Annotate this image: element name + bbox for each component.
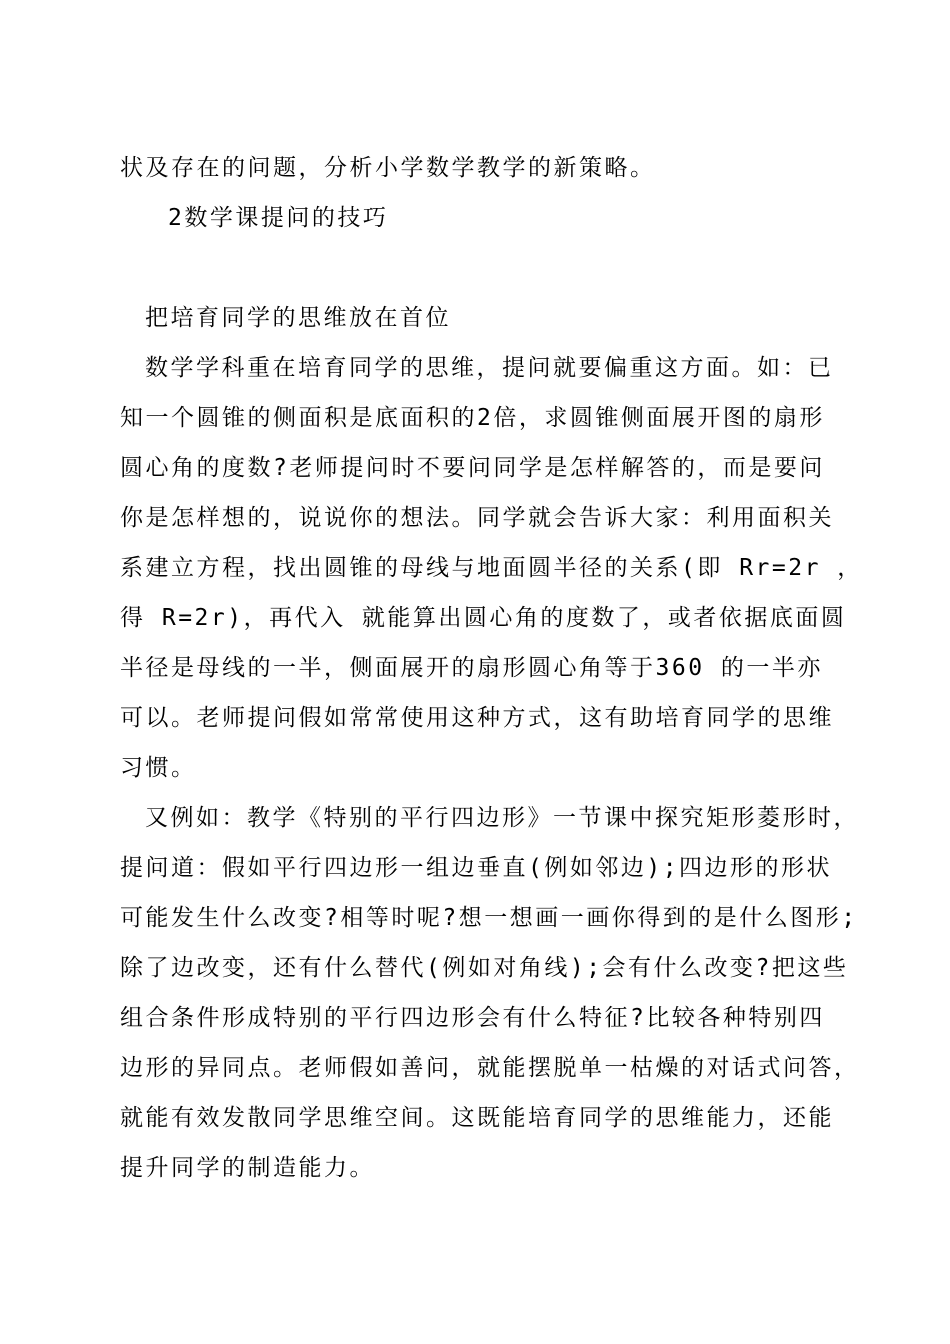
- paragraph-line: 边形的异同点。老师假如善问，就能摆脱单一枯燥的对话式问答，: [120, 1055, 860, 1081]
- subheading: 把培育同学的思维放在首位: [145, 305, 451, 331]
- paragraph-line: 又例如：教学《特别的平行四边形》一节课中探究矩形菱形时，: [145, 805, 859, 831]
- paragraph-line: 知一个圆锥的侧面积是底面积的2倍，求圆锥侧面展开图的扇形: [120, 405, 825, 431]
- paragraph-line: 习惯。: [120, 755, 197, 781]
- paragraph-line: 数学学科重在培育同学的思维，提问就要偏重这方面。如：已: [145, 355, 834, 381]
- paragraph-line: 组合条件形成特别的平行四边形会有什么特征?比较各种特别四: [120, 1005, 825, 1031]
- paragraph-line: 圆心角的度数?老师提问时不要问同学是怎样解答的，而是要问: [120, 455, 825, 481]
- paragraph-line: 你是怎样想的，说说你的想法。同学就会告诉大家：利用面积关: [120, 505, 834, 531]
- section-heading: 2数学课提问的技巧: [168, 205, 389, 231]
- paragraph-line: 半径是母线的一半，侧面展开的扇形圆心角等于360 的一半亦: [120, 655, 823, 681]
- paragraph-line: 就能有效发散同学思维空间。这既能培育同学的思维能力，还能: [120, 1105, 834, 1131]
- paragraph-line: 可能发生什么改变?相等时呢?想一想画一画你得到的是什么图形;: [120, 905, 858, 931]
- paragraph-line: 可以。老师提问假如常常使用这种方式，这有助培育同学的思维: [120, 705, 834, 731]
- paragraph-line: 提升同学的制造能力。: [120, 1155, 375, 1181]
- paragraph-line: 系建立方程，找出圆锥的母线与地面圆半径的关系(即 Rr=2r ，: [120, 555, 863, 581]
- paragraph-line: 得 R=2r)，再代入 就能算出圆心角的度数了，或者依据底面圆: [120, 605, 847, 631]
- intro-tail-line: 状及存在的问题，分析小学数学教学的新策略。: [120, 155, 656, 181]
- paragraph-line: 提问道：假如平行四边形一组边垂直(例如邻边);四边形的形状: [120, 855, 833, 881]
- paragraph-line: 除了边改变，还有什么替代(例如对角线);会有什么改变?把这些: [120, 955, 849, 981]
